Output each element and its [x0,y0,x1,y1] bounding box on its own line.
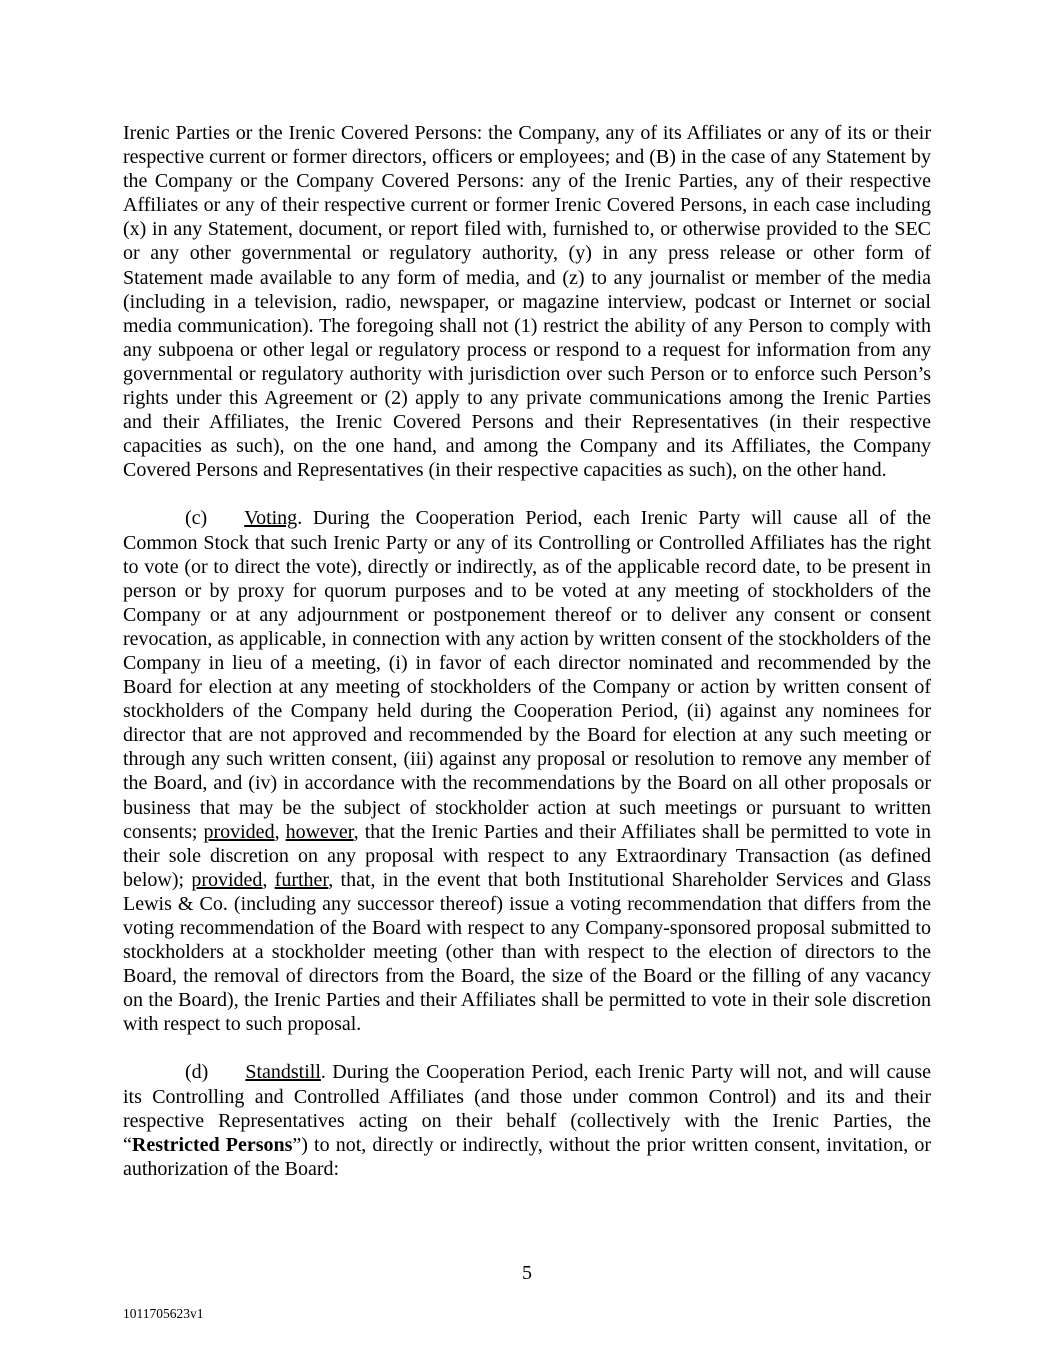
bold-term: Restricted Persons [131,1133,293,1156]
underlined-term: provided [191,868,263,891]
underlined-term: Voting [244,507,298,530]
paragraph-standstill [123,1060,931,1180]
text-run: (d) [185,1061,209,1084]
text-run: , [262,868,275,891]
page-number: 5 [522,1262,532,1284]
page-body [123,121,931,1205]
underlined-term: further [274,868,329,891]
underlined-term: Standstill [245,1061,321,1084]
paragraph-continuation [123,121,931,482]
text-run: . During the Cooperation Period, each Irenic Party will not, and will cause its Controlling and Controlled Affiliates (and those under common Control) and its and their respective Representatives acting on their behalf (collectively with the Irenic Parties, the “ [123,1061,931,1156]
underlined-term: however [285,820,354,843]
text-run: Irenic Parties or the Irenic Covered Persons: the Company, any of its Affiliates or any of its or their respective current or former directors, officers or employees; and (B) in the case of any Statement by the Company or the Company Covered Persons: any of the Irenic Parties, any of their respective Affiliates or any of their respective current or former Irenic Covered Persons, in each case including (x) in any Statement, document, or report filed with, furnished to, or otherwise provided to the SEC or any other governmental or regulatory authority, (y) in any press release or other form of Statement made available to any form of media, and (z) to any journalist or member of the media (including in a television, radio, newspaper, or magazine interview, podcast or Internet or social media communication). The foregoing shall not (1) restrict the ability of any Person to comply with any subpoena or other legal or regulatory process or respond to a request for information from any governmental or regulatory authority with jurisdiction over such Person or to enforce such Person’s rights under this Agreement or (2) apply to any private communications among the Irenic Parties and their Affiliates, the Irenic Covered Persons and their Representatives (in their respective capacities as such), on the one hand, and among the Company and its Affiliates, the Company Covered Persons and Representatives (in their respective capacities as such), on the other hand. [123,122,931,482]
text-run: ”) to not, directly or indirectly, without the prior written consent, invitation, or authorization of the Board: [123,1133,931,1180]
document-id-footer: 1011705623v1 [123,1306,204,1321]
text-run: , that, in the event that both Institutional Shareholder Services and Glass Lewis & Co. (including any successor thereof) issue a voting recommendation that differs from the voting recommendation of the Board with respect to any Company-sponsored proposal submitted to stockholders at a stockholder meeting (other than with respect to the election of directors to the Board, the removal of directors from the Board, the size of the Board or the filling of any vacancy on the Board), the Irenic Parties and their Affiliates shall be permitted to vote in their sole discretion with respect to such proposal. [123,868,932,1036]
underlined-term: provided [203,820,275,843]
text-run: (c) [185,507,208,530]
paragraph-voting [123,506,931,1036]
text-run: . During the Cooperation Period, each Irenic Party will cause all of the Common Stock that such Irenic Party or any of its Controlling or Controlled Affiliates has the right to vote (or to direct the vote), directly or indirectly, as of the applicable record date, to be present in person or by proxy for quorum purposes and to be voted at any meeting of stockholders of the Company or at any adjournment or postponement thereof or to deliver any consent or consent revocation, as applicable, in connection with any action by written consent of the stockholders of the Company in lieu of a meeting, (i) in favor of each director nominated and recommended by the Board for election at any meeting of stockholders of the Company or action by written consent of stockholders of the Company held during the Cooperation Period, (ii) against any nominees for director that are not approved and recommended by the Board for election at any such meeting or through any such written consent, (iii) against any proposal or resolution to remove any member of the Board, and (iv) in accordance with the recommendations by the Board on all other proposals or business that may be the subject of stockholder action at such meetings or pursuant to written consents; [123,507,931,843]
text-run: , that the Irenic Parties and their Affiliates shall be permitted to vote in their sole discretion on any proposal with respect to any Extraordinary Transaction (as defined below); [123,820,932,891]
text-run: , [274,820,286,843]
